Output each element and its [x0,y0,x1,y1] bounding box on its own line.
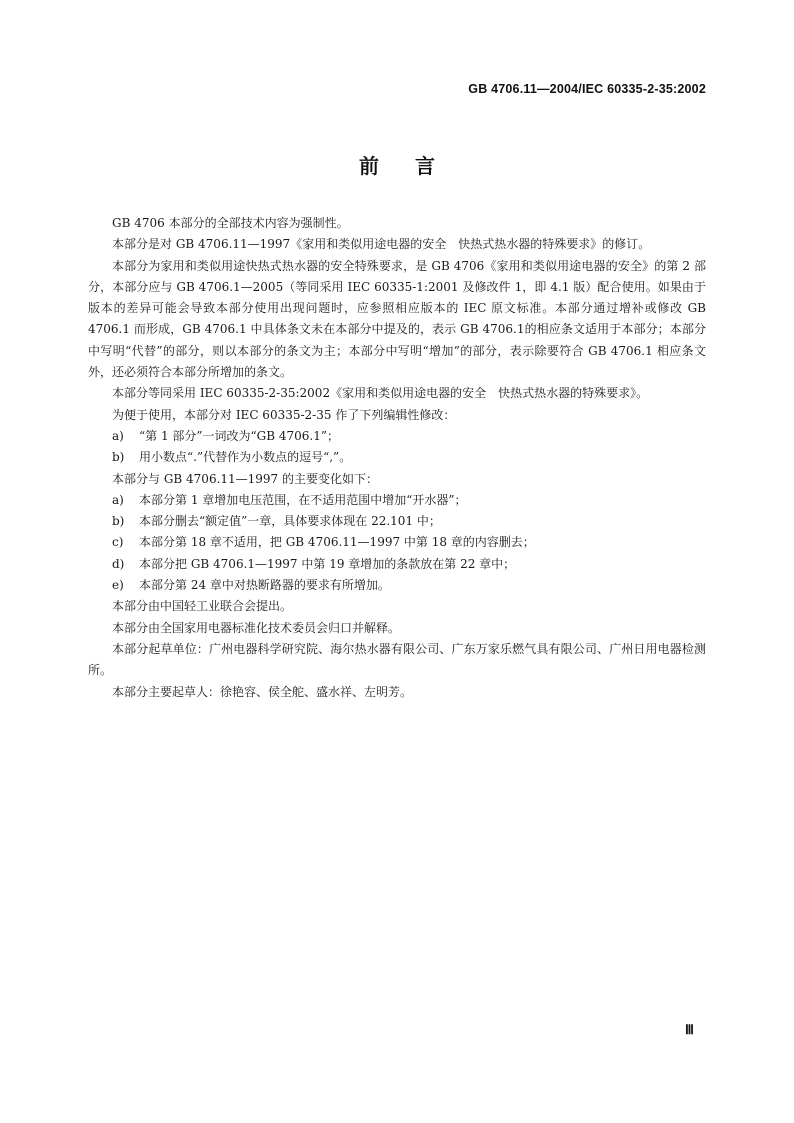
list-item-label: b) [112,514,125,529]
list-item [88,426,706,447]
list-item-label: b) [112,450,125,465]
paragraph-edits-intro: 为便于使用，本部分对 IEC 60335-2-35 作了下列编辑性修改： [112,407,456,422]
list-item-label: a) [112,428,124,443]
paragraph-scope: 本部分为家用和类似用途快热式热水器的安全特殊要求，是 GB 4706《家用和类似用途电器的安全》的第 2 部分，本部分应与 GB 4706.1—2005（等同采用 IEC 60335-1:2001 及修改件 1，即 4.1 版）配合使用。如果由于版本的差异可能会导致本部分使用出现问题时，应参照相应版本的 IEC 原文标准。本部分通过增补或修改 GB 4706.1 而形成，GB 4706.1 中具体条文未在本部分中提及的，表示 GB 4706.1的相应条文适用于本部分；本部分中写明“代替”的部分，则以本部分的条文为主；本部分中写明“增加”的部分，表示除要符合 GB 4706.1 相应条文外，还必须符合本部分所增加的条文。 [88,258,706,380]
list-item-text: 本部分删去“额定值”一章，具体要求体现在 22.101 中； [139,514,441,529]
list-item-text: 本部分把 GB 4706.1—1997 中第 19 章增加的条款放在第 22 章中； [139,556,516,571]
list-item-text: 本部分第 1 章增加电压范围，在不适用范围中增加“开水器”； [139,492,467,507]
list-item-label: d) [112,556,125,571]
list-item-label: c) [112,535,124,550]
list-item-text: “第 1 部分”一词改为“GB 4706.1”； [139,428,340,443]
paragraph-drafters: 本部分主要起草人：徐艳容、侯全舵、盛水祥、左明芳。 [112,684,413,699]
paragraph-drafting-units: 本部分起草单位：广州电器科学研究院、海尔热水器有限公司、广东万家乐燃气具有限公司、广州日用电器检测所。 [88,641,706,678]
list-item-label: a) [112,492,124,507]
paragraph-committee: 本部分由全国家用电器标准化技术委员会归口并解释。 [112,620,401,635]
list-item-label: e) [112,578,124,593]
list-item [88,490,706,511]
paragraph-revision: 本部分是对 GB 4706.11—1997《家用和类似用途电器的安全 快热式热水器的特殊要求》的修订。 [112,237,651,252]
list-item [88,447,706,468]
list-item-text: 本部分第 18 章不适用，把 GB 4706.11—1997 中第 18 章的内容删去； [139,535,535,550]
foreword-body [88,213,706,703]
list-item-text: 本部分第 24 章中对热断路器的要求有所增加。 [139,578,390,593]
list-item [88,575,706,596]
paragraph-changes-intro: 本部分与 GB 4706.11—1997 的主要变化如下： [112,471,379,486]
standard-code-header: GB 4706.11—2004/IEC 60335-2-35:2002 [468,82,706,96]
page-title: 前言 [359,154,471,178]
paragraph-mandatory: GB 4706 本部分的全部技术内容为强制性。 [112,216,349,230]
paragraph-proposer: 本部分由中国轻工业联合会提出。 [112,599,293,614]
list-item [88,554,706,575]
page-number: Ⅲ [685,1022,694,1037]
list-item [88,511,706,532]
paragraph-adoption: 本部分等同采用 IEC 60335-2-35:2002《家用和类似用途电器的安全 快热式热水器的特殊要求》。 [112,386,649,401]
list-item-text: 用小数点“.”代替作为小数点的逗号“,”。 [139,450,352,465]
list-item [88,532,706,553]
